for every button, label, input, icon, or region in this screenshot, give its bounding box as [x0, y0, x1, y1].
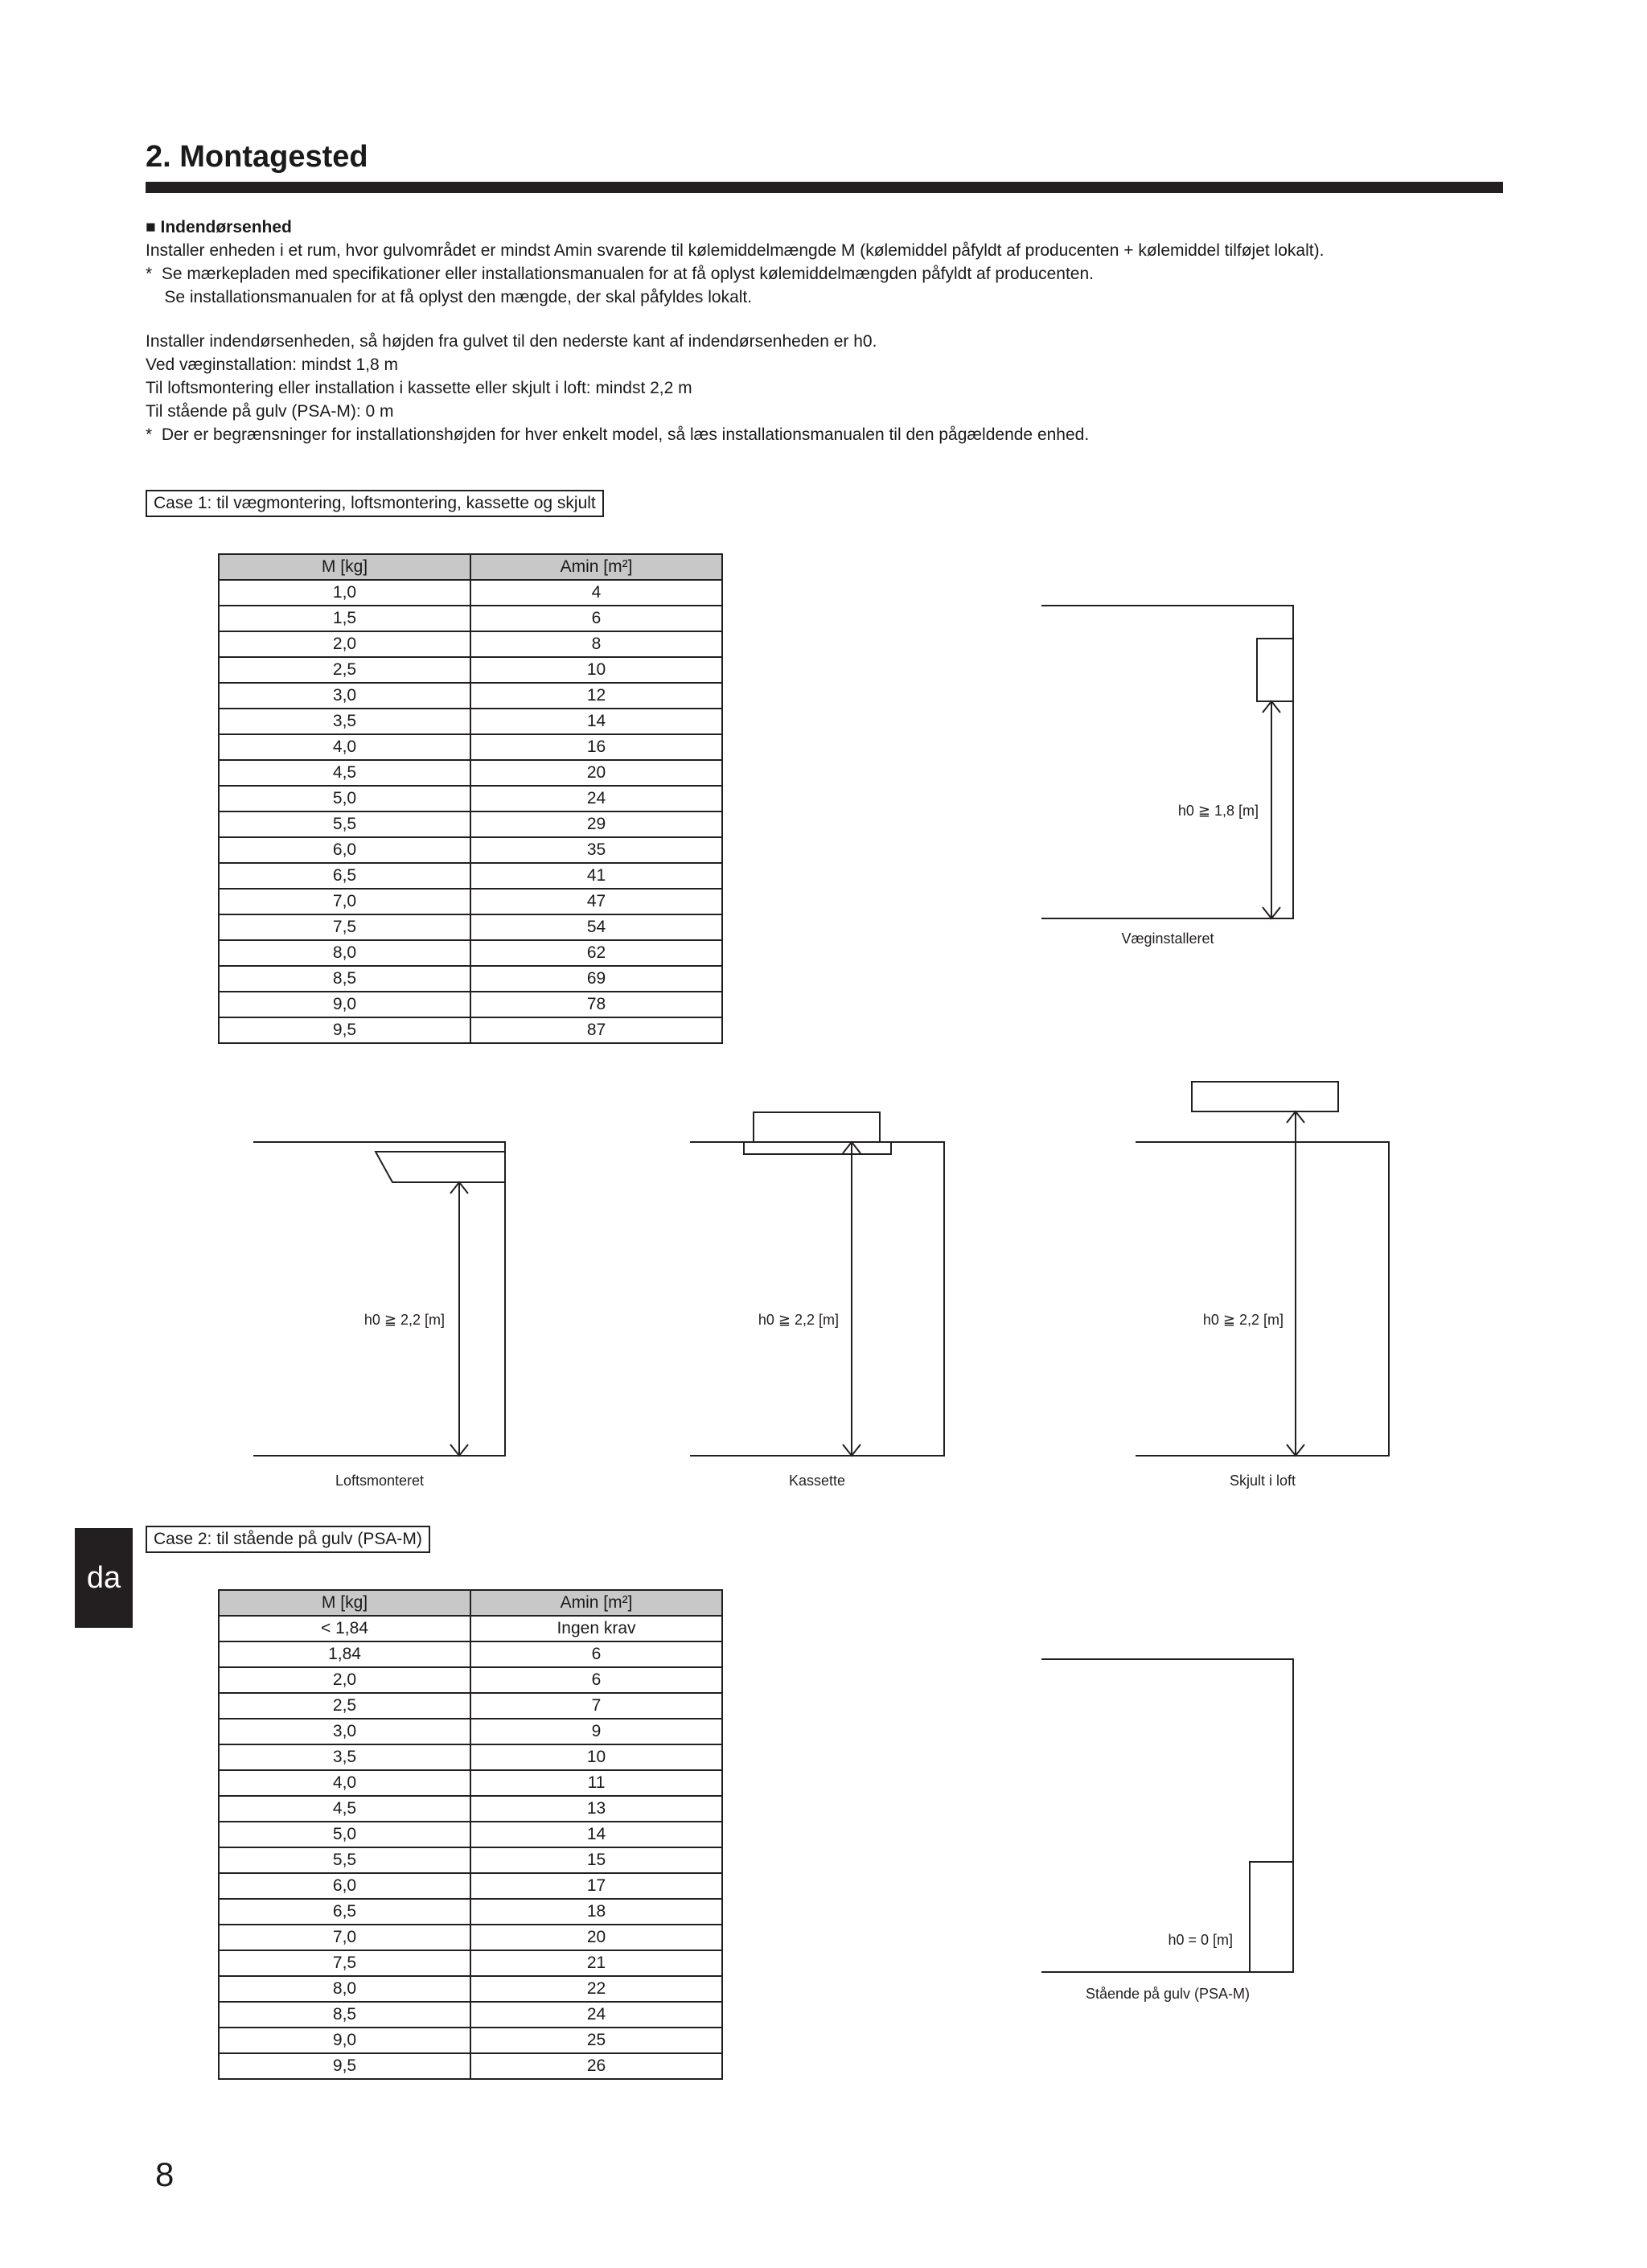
ceiling-room-outline [253, 1142, 505, 1456]
cell-m: < 1,84 [219, 1616, 470, 1641]
cell-amin: 7 [470, 1693, 722, 1719]
cell-m: 7,5 [219, 1950, 470, 1976]
cassette-caption: Kassette [788, 1473, 846, 1489]
intro-line: Se installationsmanualen for at få oplyst den mængde, der skal påfyldes lokalt. [146, 288, 753, 306]
cell-m: 5,0 [219, 1822, 470, 1847]
table-row [219, 2053, 722, 2079]
cassette-body [754, 1112, 880, 1142]
cassette-room-outline [690, 1142, 944, 1456]
cell-m: 5,0 [219, 786, 470, 811]
floor-room-outline [1041, 1659, 1293, 1972]
height-line: Ved væginstallation: mindst 1,8 m [146, 355, 398, 374]
cell-amin: 20 [470, 760, 722, 786]
wall-room-outline [1041, 606, 1293, 918]
cell-amin: 41 [470, 863, 722, 889]
cell-m: 5,5 [219, 1847, 470, 1873]
floor-caption: Stående på gulv (PSA-M) [1085, 1986, 1251, 2002]
wall-height-label: h0 ≧ 1,8 [m] [1177, 803, 1259, 819]
height-line: Til loftsmontering eller installation i kassette eller skjult i loft: mindst 2,2 m [146, 379, 692, 397]
cassette-panel [744, 1142, 891, 1154]
cell-m: 3,5 [219, 709, 470, 734]
cassette-height-label: h0 ≧ 2,2 [m] [758, 1312, 839, 1328]
col-header-amin: Amin [m²] [470, 1590, 722, 1616]
cell-amin: 11 [470, 1770, 722, 1796]
concealed-unit [1192, 1082, 1338, 1111]
cell-m: 4,5 [219, 1796, 470, 1822]
table-row [219, 2028, 722, 2053]
cell-amin: 13 [470, 1796, 722, 1822]
cell-m: 4,0 [219, 734, 470, 760]
height-line: * Der er begrænsninger for installationshøjden for hver enkelt model, så læs installationsmanualen til den pågældende enhed. [146, 425, 1090, 444]
cell-amin: 17 [470, 1873, 722, 1899]
wall-diagram [1041, 606, 1293, 947]
intro-line: * Se mærkepladen med specifikationer eller installationsmanualen for at få oplyst kølemiddelmængden påfyldt af producenten. [146, 265, 1094, 283]
cell-amin: 4 [470, 580, 722, 606]
cell-amin: 35 [470, 837, 722, 863]
cell-m: 5,5 [219, 811, 470, 837]
cell-m: 3,5 [219, 1744, 470, 1770]
cell-m: 6,0 [219, 1873, 470, 1899]
case1-label: Case 1: til vægmontering, loftsmontering, kassette og skjult [146, 490, 604, 517]
cell-m: 8,0 [219, 940, 470, 966]
col-header-m: M [kg] [219, 554, 470, 580]
cell-m: 8,5 [219, 966, 470, 992]
cell-amin: 15 [470, 1847, 722, 1873]
concealed-caption: Skjult i loft [1229, 1473, 1296, 1489]
cell-amin: 24 [470, 786, 722, 811]
cell-amin: 9 [470, 1719, 722, 1744]
cell-m: 4,5 [219, 760, 470, 786]
concealed-diagram [1136, 1082, 1389, 1489]
cell-m: 9,5 [219, 2053, 470, 2079]
height-line: Til stående på gulv (PSA-M): 0 m [146, 402, 394, 421]
cell-m: 3,0 [219, 683, 470, 709]
ceiling-caption: Loftsmonteret [335, 1473, 425, 1489]
cell-amin: 24 [470, 2002, 722, 2028]
cell-m: 9,0 [219, 2028, 470, 2053]
ceiling-height-label: h0 ≧ 2,2 [m] [363, 1312, 445, 1328]
cell-m: 1,0 [219, 580, 470, 606]
cell-amin: 69 [470, 966, 722, 992]
floor-diagram [1041, 1659, 1293, 2002]
cell-amin: 14 [470, 1822, 722, 1847]
cell-amin: 6 [470, 606, 722, 631]
cell-m: 1,84 [219, 1641, 470, 1667]
height-line: Installer indendørsenheden, så højden fra gulvet til den nederste kant af indendørsenheden er h0. [146, 332, 877, 351]
cell-amin: 54 [470, 914, 722, 940]
cell-amin: 29 [470, 811, 722, 837]
cell-amin: 10 [470, 657, 722, 683]
cell-amin: 6 [470, 1641, 722, 1667]
cell-m: 2,0 [219, 631, 470, 657]
cell-m: 7,0 [219, 1925, 470, 1950]
ceiling-unit [376, 1152, 505, 1182]
wall-caption: Væginstalleret [1121, 931, 1214, 947]
cell-amin: 6 [470, 1667, 722, 1693]
cell-m: 1,5 [219, 606, 470, 631]
intro-line: Installer enheden i et rum, hvor gulvområdet er mindst Amin svarende til kølemiddelmængde M (kølemiddel påfyldt af producenten + kølemiddel tilføjet lokalt). [146, 241, 1325, 260]
ceiling-diagram [253, 1142, 505, 1489]
cassette-diagram [690, 1112, 944, 1489]
case2-diagrams [0, 1528, 1647, 2027]
cell-amin: 22 [470, 1976, 722, 2002]
language-tab: da [75, 1528, 133, 1628]
cell-amin: 8 [470, 631, 722, 657]
floor-unit [1250, 1862, 1293, 1972]
cell-m: 6,5 [219, 1899, 470, 1925]
cell-amin: 25 [470, 2028, 722, 2053]
concealed-room-outline [1136, 1142, 1389, 1456]
cell-amin: 14 [470, 709, 722, 734]
cell-m: 9,5 [219, 1017, 470, 1043]
cell-amin: 12 [470, 683, 722, 709]
cell-m: 2,0 [219, 1667, 470, 1693]
cell-amin: Ingen krav [470, 1616, 722, 1641]
col-header-m: M [kg] [219, 1590, 470, 1616]
cell-m: 6,5 [219, 863, 470, 889]
cell-amin: 10 [470, 1744, 722, 1770]
cell-amin: 62 [470, 940, 722, 966]
cell-amin: 21 [470, 1950, 722, 1976]
cell-m: 2,5 [219, 1693, 470, 1719]
cell-m: 3,0 [219, 1719, 470, 1744]
page-title: 2. Montagested [146, 140, 368, 174]
cell-amin: 78 [470, 992, 722, 1017]
cell-m: 7,0 [219, 889, 470, 914]
wall-unit [1257, 639, 1293, 701]
cell-m: 8,0 [219, 1976, 470, 2002]
cell-m: 8,5 [219, 2002, 470, 2028]
page-number: 8 [155, 2155, 175, 2193]
concealed-height-label: h0 ≧ 2,2 [m] [1202, 1312, 1284, 1328]
cell-amin: 20 [470, 1925, 722, 1950]
cell-amin: 26 [470, 2053, 722, 2079]
cell-m: 7,5 [219, 914, 470, 940]
cell-amin: 16 [470, 734, 722, 760]
case2-label: Case 2: til stående på gulv (PSA-M) [146, 1526, 430, 1553]
cell-m: 6,0 [219, 837, 470, 863]
cell-m: 4,0 [219, 1770, 470, 1796]
cell-amin: 87 [470, 1017, 722, 1043]
cell-m: 9,0 [219, 992, 470, 1017]
cell-amin: 18 [470, 1899, 722, 1925]
cell-m: 2,5 [219, 657, 470, 683]
floor-height-label: h0 = 0 [m] [1168, 1932, 1233, 1948]
col-header-amin: Amin [m²] [470, 554, 722, 580]
cell-amin: 47 [470, 889, 722, 914]
section-heading: ■ Indendørsenhed [146, 218, 292, 236]
